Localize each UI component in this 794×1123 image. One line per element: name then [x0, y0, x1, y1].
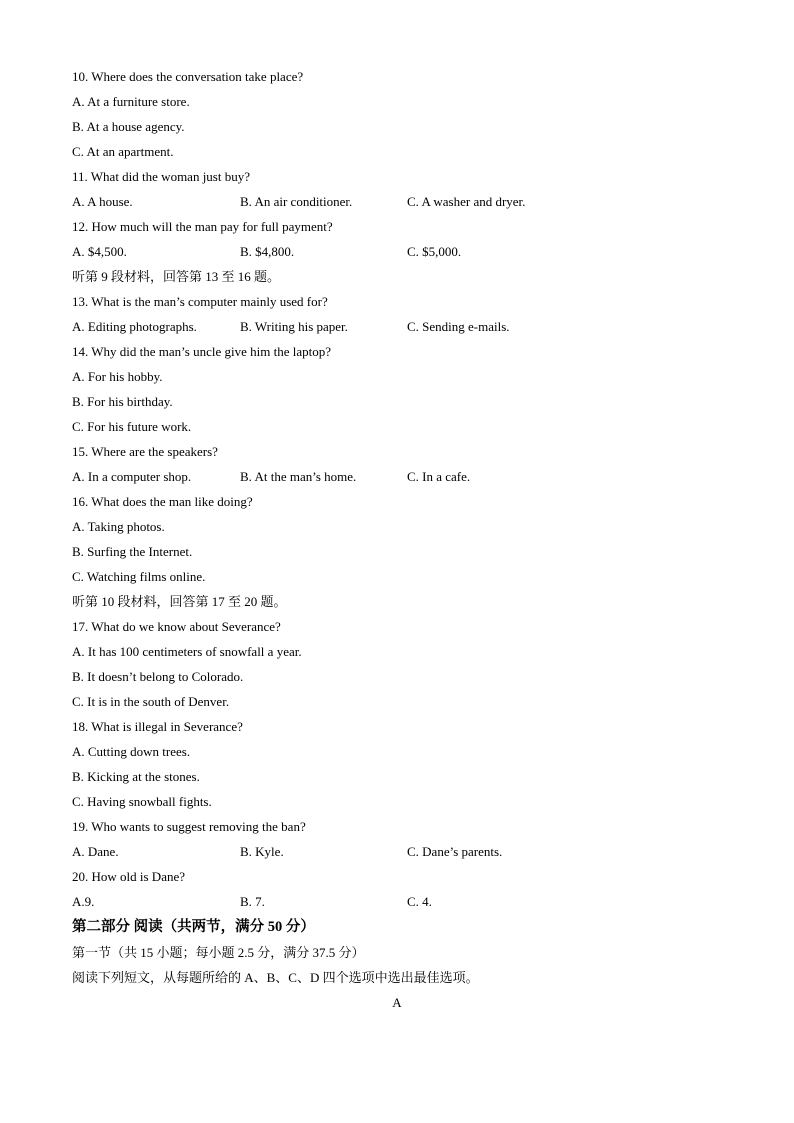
question-10: 10. Where does the conversation take place?: [72, 69, 304, 84]
q18-option-a: A. Cutting down trees.: [72, 744, 191, 759]
q12-option-c: C. $5,000.: [407, 244, 462, 259]
q19-options: [72, 839, 732, 864]
question-19: 19. Who wants to suggest removing the ban?: [72, 819, 306, 834]
section-10-instruction: 听第 10 段材料，回答第 17 至 20 题。: [72, 594, 287, 609]
exam-content: [72, 64, 732, 1015]
question-17: 17. What do we know about Severance?: [72, 619, 281, 634]
q15-option-b: B. At the man’s home.: [240, 469, 357, 484]
section-9-instruction: 听第 9 段材料，回答第 13 至 16 题。: [72, 269, 281, 284]
q20-option-b: B. 7.: [240, 894, 265, 909]
part-2-section-1: 第一节（共 15 小题；每小题 2.5 分，满分 37.5 分）: [72, 945, 365, 960]
q15-option-c: C. In a cafe.: [407, 469, 471, 484]
q17-option-b: B. It doesn’t belong to Colorado.: [72, 669, 244, 684]
q12-option-a: A. $4,500.: [72, 244, 127, 259]
q14-option-b: B. For his birthday.: [72, 394, 173, 409]
q16-option-b: B. Surfing the Internet.: [72, 544, 193, 559]
q19-option-c: C. Dane’s parents.: [407, 844, 503, 859]
question-14: 14. Why did the man’s uncle give him the laptop?: [72, 344, 331, 359]
q15-options: [72, 464, 732, 489]
q19-option-a: A. Dane.: [72, 844, 119, 859]
question-15: 15. Where are the speakers?: [72, 444, 218, 459]
question-20: 20. How old is Dane?: [72, 869, 186, 884]
q18-option-c: C. Having snowball fights.: [72, 794, 212, 809]
q11-option-a: A. A house.: [72, 194, 133, 209]
q17-option-a: A. It has 100 centimeters of snowfall a year.: [72, 644, 302, 659]
q18-option-b: B. Kicking at the stones.: [72, 769, 200, 784]
q16-option-c: C. Watching films online.: [72, 569, 206, 584]
question-11: 11. What did the woman just buy?: [72, 169, 251, 184]
q15-option-a: A. In a computer shop.: [72, 469, 192, 484]
q14-option-c: C. For his future work.: [72, 419, 192, 434]
question-18: 18. What is illegal in Severance?: [72, 719, 243, 734]
q10-option-a: A. At a furniture store.: [72, 94, 190, 109]
reading-instruction: 阅读下列短文，从每题所给的 A、B、C、D 四个选项中选出最佳选项。: [72, 970, 479, 985]
question-16: 16. What does the man like doing?: [72, 494, 253, 509]
q12-option-b: B. $4,800.: [240, 244, 295, 259]
passage-label: A: [392, 995, 402, 1010]
question-12: 12. How much will the man pay for full payment?: [72, 219, 333, 234]
q11-options: [72, 189, 732, 214]
q14-option-a: A. For his hobby.: [72, 369, 163, 384]
q13-options: [72, 314, 732, 339]
q11-option-c: C. A washer and dryer.: [407, 194, 526, 209]
q20-option-c: C. 4.: [407, 894, 432, 909]
q13-option-a: A. Editing photographs.: [72, 319, 197, 334]
q17-option-c: C. It is in the south of Denver.: [72, 694, 230, 709]
q20-option-a: A.9.: [72, 894, 95, 909]
q19-option-b: B. Kyle.: [240, 844, 284, 859]
q12-options: [72, 239, 732, 264]
q10-option-b: B. At a house agency.: [72, 119, 185, 134]
question-13: 13. What is the man’s computer mainly used for?: [72, 294, 328, 309]
part-2-heading: 第二部分 阅读（共两节，满分 50 分）: [72, 919, 315, 935]
q16-option-a: A. Taking photos.: [72, 519, 165, 534]
q10-option-c: C. At an apartment.: [72, 144, 174, 159]
q13-option-b: B. Writing his paper.: [240, 319, 348, 334]
q13-option-c: C. Sending e-mails.: [407, 319, 510, 334]
q11-option-b: B. An air conditioner.: [240, 194, 353, 209]
q20-options: [72, 889, 732, 914]
